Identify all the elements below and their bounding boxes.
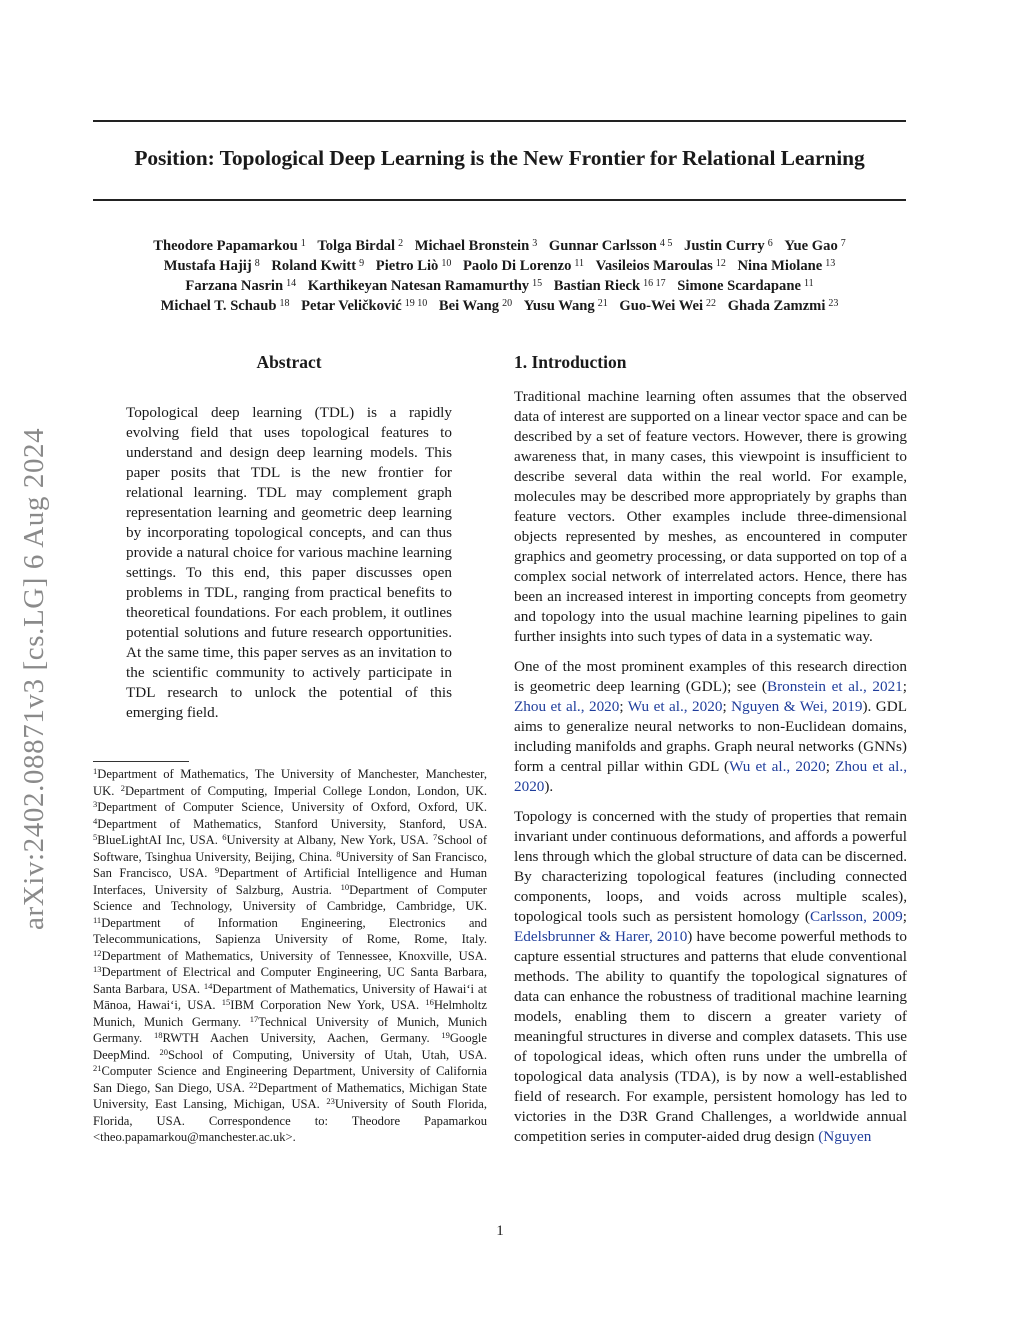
author-name-text: Michael T. Schaub [160,298,277,314]
footnote-text: Department of Mathematics, Stanford University, Stanford, USA. [97,816,487,831]
author-name [376,258,452,274]
paragraph-text: ) have become powerful methods to capture essential structures and patterns that elude conventional methods. The ability to quantify the topological signatures of data can enhance the robustness of traditional machine learning models, enabling them to discern a greater variety of meaningful structures in diverse and complex datasets. This use of topological ideas, which often runs under the umbrella of topological data analysis (TDA), is by now a well-established field of research. For example, persistent homology has led to victories in the D3R Grand Challenges, a worldwide annual competition series in computer-aided drug design [514,928,907,1145]
author-name-text: Bei Wang [438,298,500,314]
page-number: 1 [496,1223,504,1239]
footnote-marker: 13 [93,964,102,974]
author-affiliation-marker: 15 [532,278,543,289]
author-name [153,238,305,254]
footnote-text: Department of Mathematics, The University of Manchester, Manchester, UK. [93,767,487,798]
section-heading-introduction: 1. Introduction [514,352,627,372]
paragraph-text: ; [722,698,732,715]
abstract-text: Topological deep learning (TDL) is a rapidly evolving field that uses topological features to understand and design deep learning models. This paper posits that TDL is the new frontier for relational learning. TDL may complement graph representation learning and geometric deep learning by incorporating topological concepts, and can thus provide a natural choice for various machine learning settings. To this end, this paper discusses open problems in TDL, ranging from practical benefits to theoretical foundations. For each problem, it outlines potential solutions and future research opportunities. At the same time, this paper serves as an invitation to the scientific community to actively participate in TDL research to unlock the potential of this emerging field. [126,404,452,721]
author-name [554,278,666,294]
footnote-marker: 23 [326,1096,335,1106]
author-name [596,258,726,274]
author-affiliation-marker: 19 10 [404,298,428,309]
footnote-text: Helmholtz Munich, Munich Germany. [93,998,487,1029]
author-name [619,298,716,314]
author-name-text: Michael Bronstein [414,238,530,254]
paragraph-text: ; [825,758,836,775]
footnote-marker: 20 [159,1046,168,1057]
footnote-text: Department of Mathematics, Michigan State University, East Lansing, Michigan, USA. [93,1080,487,1111]
author-affiliation-marker: 21 [597,298,608,309]
author-affiliation-marker: 10 [441,258,452,269]
citation-link[interactable]: Nguyen & Wei, 2019 [731,698,863,715]
footnote-marker: 17 [249,1013,259,1024]
author-affiliation-marker: 22 [706,298,717,309]
author-name [271,258,364,274]
footnote-marker: 3 [93,799,98,809]
author-name [549,238,673,254]
author-name-text: Yue Gao [784,238,838,254]
author-name-text: Paolo Di Lorenzo [463,258,572,274]
footnote-text: RWTH Aachen University, Aachen, Germany. [162,1031,442,1045]
author-name-text: Bastian Rieck [553,278,641,294]
author-name [677,278,813,294]
author-name [317,238,403,254]
paragraph-text: Topology is concerned with the study of properties that remain invariant under continuous deformations, and affords a powerful lens through which the global structure of data can be discerned. By characterizing topological features (including connected components, loops, and voids across multiple scales), topological tools such as persistent homology ( [514,808,907,925]
footnote-text: Department of Computing, Imperial College London, London, UK. [124,783,487,798]
author-name-text: Roland Kwitt [271,258,357,274]
author-name [728,298,839,314]
author-name [301,298,427,314]
author-affiliation-marker: 1 [300,238,306,249]
author-affiliation-marker: 18 [279,298,290,309]
footnote-text: Department of Artificial Intelligence and Human Interfaces, University of Salzburg, Austria. [93,866,487,897]
author-name-text: Petar Veličković [301,298,402,314]
citation-link[interactable]: Bronstein et al., 2021 [766,678,903,695]
arxiv-stamp-container [12,350,62,930]
footnote-marker: 8 [336,848,341,859]
author-name-text: Ghada Zamzmi [727,298,826,314]
paragraph-text: ; [902,678,907,695]
author-affiliation-marker: 4 5 [659,238,673,249]
author-affiliation-marker: 12 [715,258,726,269]
author-name-text: Guo-Wei Wei [619,298,704,314]
author-name [463,258,584,274]
footnote-text: Department of Mathematics, University of Tennessee, Knoxville, USA. [101,948,487,963]
footnote-text: Department of Computer Science, University of Oxford, Oxford, UK. [97,800,487,814]
footnote-text: University of San Francisco, San Francisco, USA. [93,849,488,880]
author-name [308,278,542,294]
author-affiliation-marker: 11 [803,278,814,289]
paper-title: Position: Topological Deep Learning is the New Frontier for Relational Learning [134,146,865,170]
footnote-marker: 6 [222,832,227,842]
footnote-text: IBM Corporation New York, USA. [230,998,426,1012]
author-affiliation-marker: 9 [359,258,365,269]
intro-paragraph [514,387,907,647]
paragraph-text: One of the most prominent examples of this research direction is geometric deep learning (GDL); see ( [514,658,907,695]
intro-paragraph [514,807,907,1147]
author-affiliation-marker: 7 [840,238,846,249]
footnote-marker: 12 [93,947,102,958]
footnote-marker: 7 [432,832,438,842]
footnote-marker: 18 [154,1030,163,1040]
title-bottom-rule [93,199,906,201]
author-name [439,298,512,314]
author-name-text: Tolga Birdal [317,238,396,254]
introduction-body [514,387,907,1157]
author-affiliation-marker: 14 [286,278,297,289]
author-affiliation-marker: 8 [254,258,260,269]
citation-link[interactable]: Zhou et al., 2020 [514,758,907,795]
footnote-marker: 19 [441,1030,450,1040]
author-name-text: Justin Curry [684,238,765,254]
author-name [164,258,260,274]
footnote-marker: 15 [221,997,231,1007]
footnote-text: School of Software, Tsinghua University, Beijing, China. [93,833,488,864]
footnote-marker: 2 [120,782,125,793]
paragraph-text: ; [902,908,908,925]
author-name [684,238,773,254]
author-name-text: Simone Scardapane [677,278,801,294]
footnote-marker: 22 [249,1079,258,1090]
author-name [784,238,845,254]
author-affiliation-marker: 16 17 [643,278,666,289]
author-name-text: Theodore Papamarkou [153,238,298,254]
author-name-text: Nina Miolane [737,258,823,274]
author-affiliation-marker: 23 [828,298,839,309]
footnote-marker: 5 [93,832,98,842]
author-name [161,298,290,314]
abstract-heading: Abstract [256,352,322,372]
citation-link[interactable]: Wu et al., 2020 [729,758,826,775]
author-list [93,236,906,316]
author-affiliation-marker: 3 [532,238,538,249]
footnote-text: University at Albany, New York, USA. [226,833,433,847]
footnote-marker: 14 [203,980,213,991]
author-name-text: Gunnar Carlsson [548,238,657,254]
paragraph-text: ; [619,698,628,715]
author-name [524,298,608,314]
author-name-text: Farzana Nasrin [185,278,284,294]
footnote-text: University of South Florida, Florida, USA. [93,1097,488,1128]
author-name-text: Pietro Liò [375,258,439,274]
affiliation-footnotes [93,766,487,1146]
footnote-marker: 9 [214,865,220,875]
footnote-text: Department of Computer Science and Technology, University of Cambridge, Cambridge, UK. [93,882,487,913]
footnote-text: Technical University of Munich, Munich Germany. [93,1014,487,1045]
author-name-text: Karthikeyan Natesan Ramamurthy [307,278,530,294]
title-top-rule [93,120,906,122]
author-name-text: Yusu Wang [523,298,595,314]
footnote-text: School of Computing, University of Utah, Utah, USA. [168,1047,487,1062]
citation-link[interactable]: Edelsbrunner & Harer, 2010 [514,928,688,945]
footnote-marker: 11 [93,914,102,925]
author-name [738,258,836,274]
footnote-text: Department of Electrical and Computer Engineering, UC Santa Barbara, Santa Barbara, USA. [93,965,487,996]
footnote-marker: 10 [340,881,350,892]
paragraph-text: ). GDL aims to generalize neural networks to non-Euclidean domains, including manifolds and graphs. Graph neural networks (GNNs) form a central pillar within GDL ( [514,698,907,775]
paragraph-text: Traditional machine learning often assumes that the observed data of interest are supported on a linear vector space and can be described by a set of feature vectors. However, there is growing awareness that, in many cases, this viewpoint is insufficient to describe several data within the real world. For example, molecules may be described more appropriately by graphs than feature vectors. Other examples include three-dimensional objects represented by meshes, as encountered in computer graphics and geometry processing, or data supported on top of a complex social network of interrelated actors. Hence, there has been an increased interest in importing concepts from geometry and topology into the usual machine learning pipelines to gain further insights into such types of data in a systematic way. [514,388,907,645]
author-affiliation-marker: 6 [767,238,773,249]
correspondence: Correspondence to: Theodore Papamarkou <theo.papamarkou@manchester.ac.uk>. [93,1113,488,1144]
footnote-marker: 4 [93,815,98,826]
author-affiliation-marker: 2 [398,238,404,249]
arxiv-identifier[interactable]: arXiv:2402.08871v3 [cs.LG] 6 Aug 2024 [18,427,50,930]
footnote-text: Department of Information Engineering, Electronics and Telecommunications, Sapienza University of Rome, Rome, Italy. [93,915,487,946]
footnote-text: Department of Mathematics, University of Hawai‘i at Mānoa, Hawai‘i, USA. [93,981,487,1012]
paragraph-text: ). [544,778,554,795]
author-affiliation-marker: 20 [502,298,513,309]
author-name [185,278,296,294]
footnote-text: Google DeepMind. [93,1031,487,1062]
author-affiliation-marker: 13 [825,258,836,269]
footnote-text: Computer Science and Engineering Department, University of California San Diego, San Diego, USA. [93,1064,487,1095]
footnote-marker: 1 [93,766,98,776]
citation-link[interactable]: Wu et al., 2020 [627,698,723,715]
footnote-marker: 21 [93,1063,102,1073]
intro-paragraph [514,657,907,797]
footnote-marker: 16 [425,997,434,1007]
citation-link[interactable]: Carlsson, 2009 [809,908,903,925]
citation-link[interactable]: Zhou et al., 2020 [514,698,620,715]
citation-link[interactable]: (Nguyen [818,1128,872,1145]
author-name-text: Mustafa Hajij [163,258,252,274]
footnote-rule [93,761,189,762]
author-affiliation-marker: 11 [574,258,585,269]
author-name-text: Vasileios Maroulas [595,258,713,274]
author-name [415,238,537,254]
footnote-text: BlueLightAI Inc, USA. [97,833,223,847]
